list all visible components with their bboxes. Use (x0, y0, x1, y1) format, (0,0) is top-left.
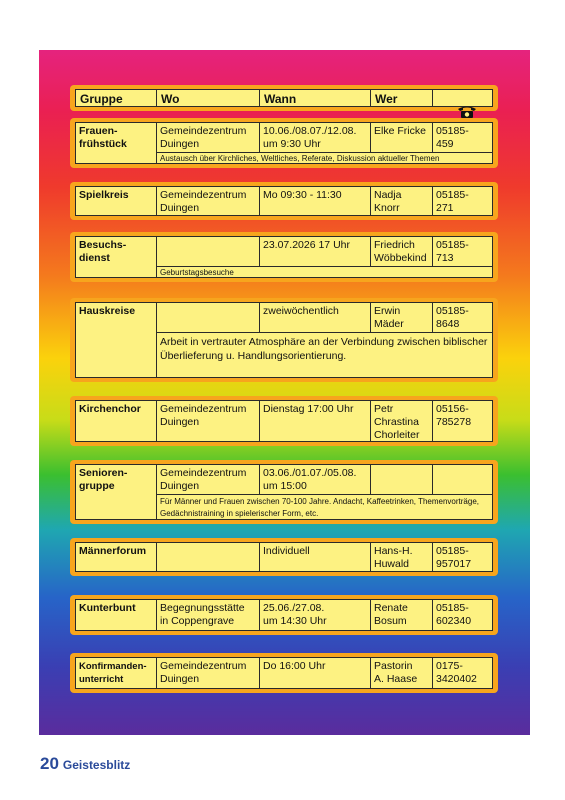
contact-person: Hans-H. Huwald (370, 543, 432, 571)
location: Gemeindezentrum Duingen (156, 658, 259, 688)
location (156, 303, 259, 332)
location: Gemeindezentrum Duingen (156, 187, 259, 215)
header-wann: Wann (259, 90, 370, 106)
header-wo: Wo (156, 90, 259, 106)
time: 03.06./01.07./05.08. um 15:00 (259, 465, 370, 494)
description: Arbeit in vertrauter Atmosphäre an der Verbindung zwischen biblischer Überlieferung u. Handlungsorientierung. (156, 332, 492, 377)
location (156, 543, 259, 571)
header-gruppe: Gruppe (80, 92, 123, 106)
list-item (70, 460, 498, 524)
phone-number (432, 465, 492, 494)
contact-person: Pastorin A. Haase (370, 658, 432, 688)
list-item (70, 538, 498, 576)
group-name: Besuchs- dienst (79, 239, 127, 264)
phone-number: 05185- 8648 (432, 303, 492, 332)
list-item (70, 595, 498, 635)
telephone-icon (457, 105, 477, 119)
time: 23.07.2026 17 Uhr (259, 237, 370, 266)
description: Austausch über Kirchliches, Weltliches, Referate, Diskussion aktueller Themen (156, 152, 492, 164)
publication-title: Geistesblitz (62, 758, 131, 772)
contact-person: Petr Chrastina Chorleiter (370, 401, 432, 441)
phone-number: 05185- 459 (432, 123, 492, 152)
header-telefon (432, 90, 492, 106)
list-item (70, 396, 498, 446)
phone-number: 05156- 785278 (432, 401, 492, 441)
page-footer (40, 754, 130, 774)
group-name: Hauskreise (79, 305, 136, 317)
group-name: Kunterbunt (79, 602, 136, 614)
time: Do 16:00 Uhr (259, 658, 370, 688)
phone-number: 05185- 271 (432, 187, 492, 215)
contact-person: Nadja Knorr (370, 187, 432, 215)
time: 25.06./27.08. um 14:30 Uhr (259, 600, 370, 630)
list-item (70, 653, 498, 693)
list-item (70, 118, 498, 168)
phone-number: 05185- 957017 (432, 543, 492, 571)
phone-number: 05185- 713 (432, 237, 492, 266)
list-item (70, 232, 498, 282)
phone-number: 05185- 602340 (432, 600, 492, 630)
group-name: Spielkreis (79, 189, 129, 201)
list-item (70, 182, 498, 220)
group-name: Senioren- gruppe (79, 467, 128, 492)
location: Gemeindezentrum Duingen (156, 401, 259, 441)
time: 10.06./08.07./12.08. um 9:30 Uhr (259, 123, 370, 152)
time: zweiwöchentlich (259, 303, 370, 332)
contact-person: Erwin Mäder (370, 303, 432, 332)
contact-person (370, 465, 432, 494)
contact-person: Elke Fricke (370, 123, 432, 152)
group-name: Konfirmanden- unterricht (79, 661, 147, 685)
description: Für Männer und Frauen zwischen 70-100 Jahre. Andacht, Kaffeetrinken, Themenvorträge, Gedächnistraining in spielerischer Form, etc. (156, 494, 492, 520)
location: Gemeindezentrum Duingen (156, 123, 259, 152)
header-wer: Wer (370, 90, 432, 106)
contact-person: Friedrich Wöbbekind (370, 237, 432, 266)
location (156, 237, 259, 266)
time: Dienstag 17:00 Uhr (259, 401, 370, 441)
contact-person: Renate Bosum (370, 600, 432, 630)
group-name: Frauen- frühstück (79, 125, 127, 150)
description: Geburtstagsbesuche (156, 266, 492, 278)
time: Mo 09:30 - 11:30 (259, 187, 370, 215)
page-number: 20 (40, 754, 59, 773)
time: Individuell (259, 543, 370, 571)
phone-number: 0175- 3420402 (432, 658, 492, 688)
location: Begegnungsstätte in Coppengrave (156, 600, 259, 630)
group-name: Kirchenchor (79, 403, 141, 415)
location: Gemeindezentrum Duingen (156, 465, 259, 494)
list-item (70, 298, 498, 382)
table-header (70, 85, 498, 111)
group-name: Männerforum (79, 545, 147, 557)
